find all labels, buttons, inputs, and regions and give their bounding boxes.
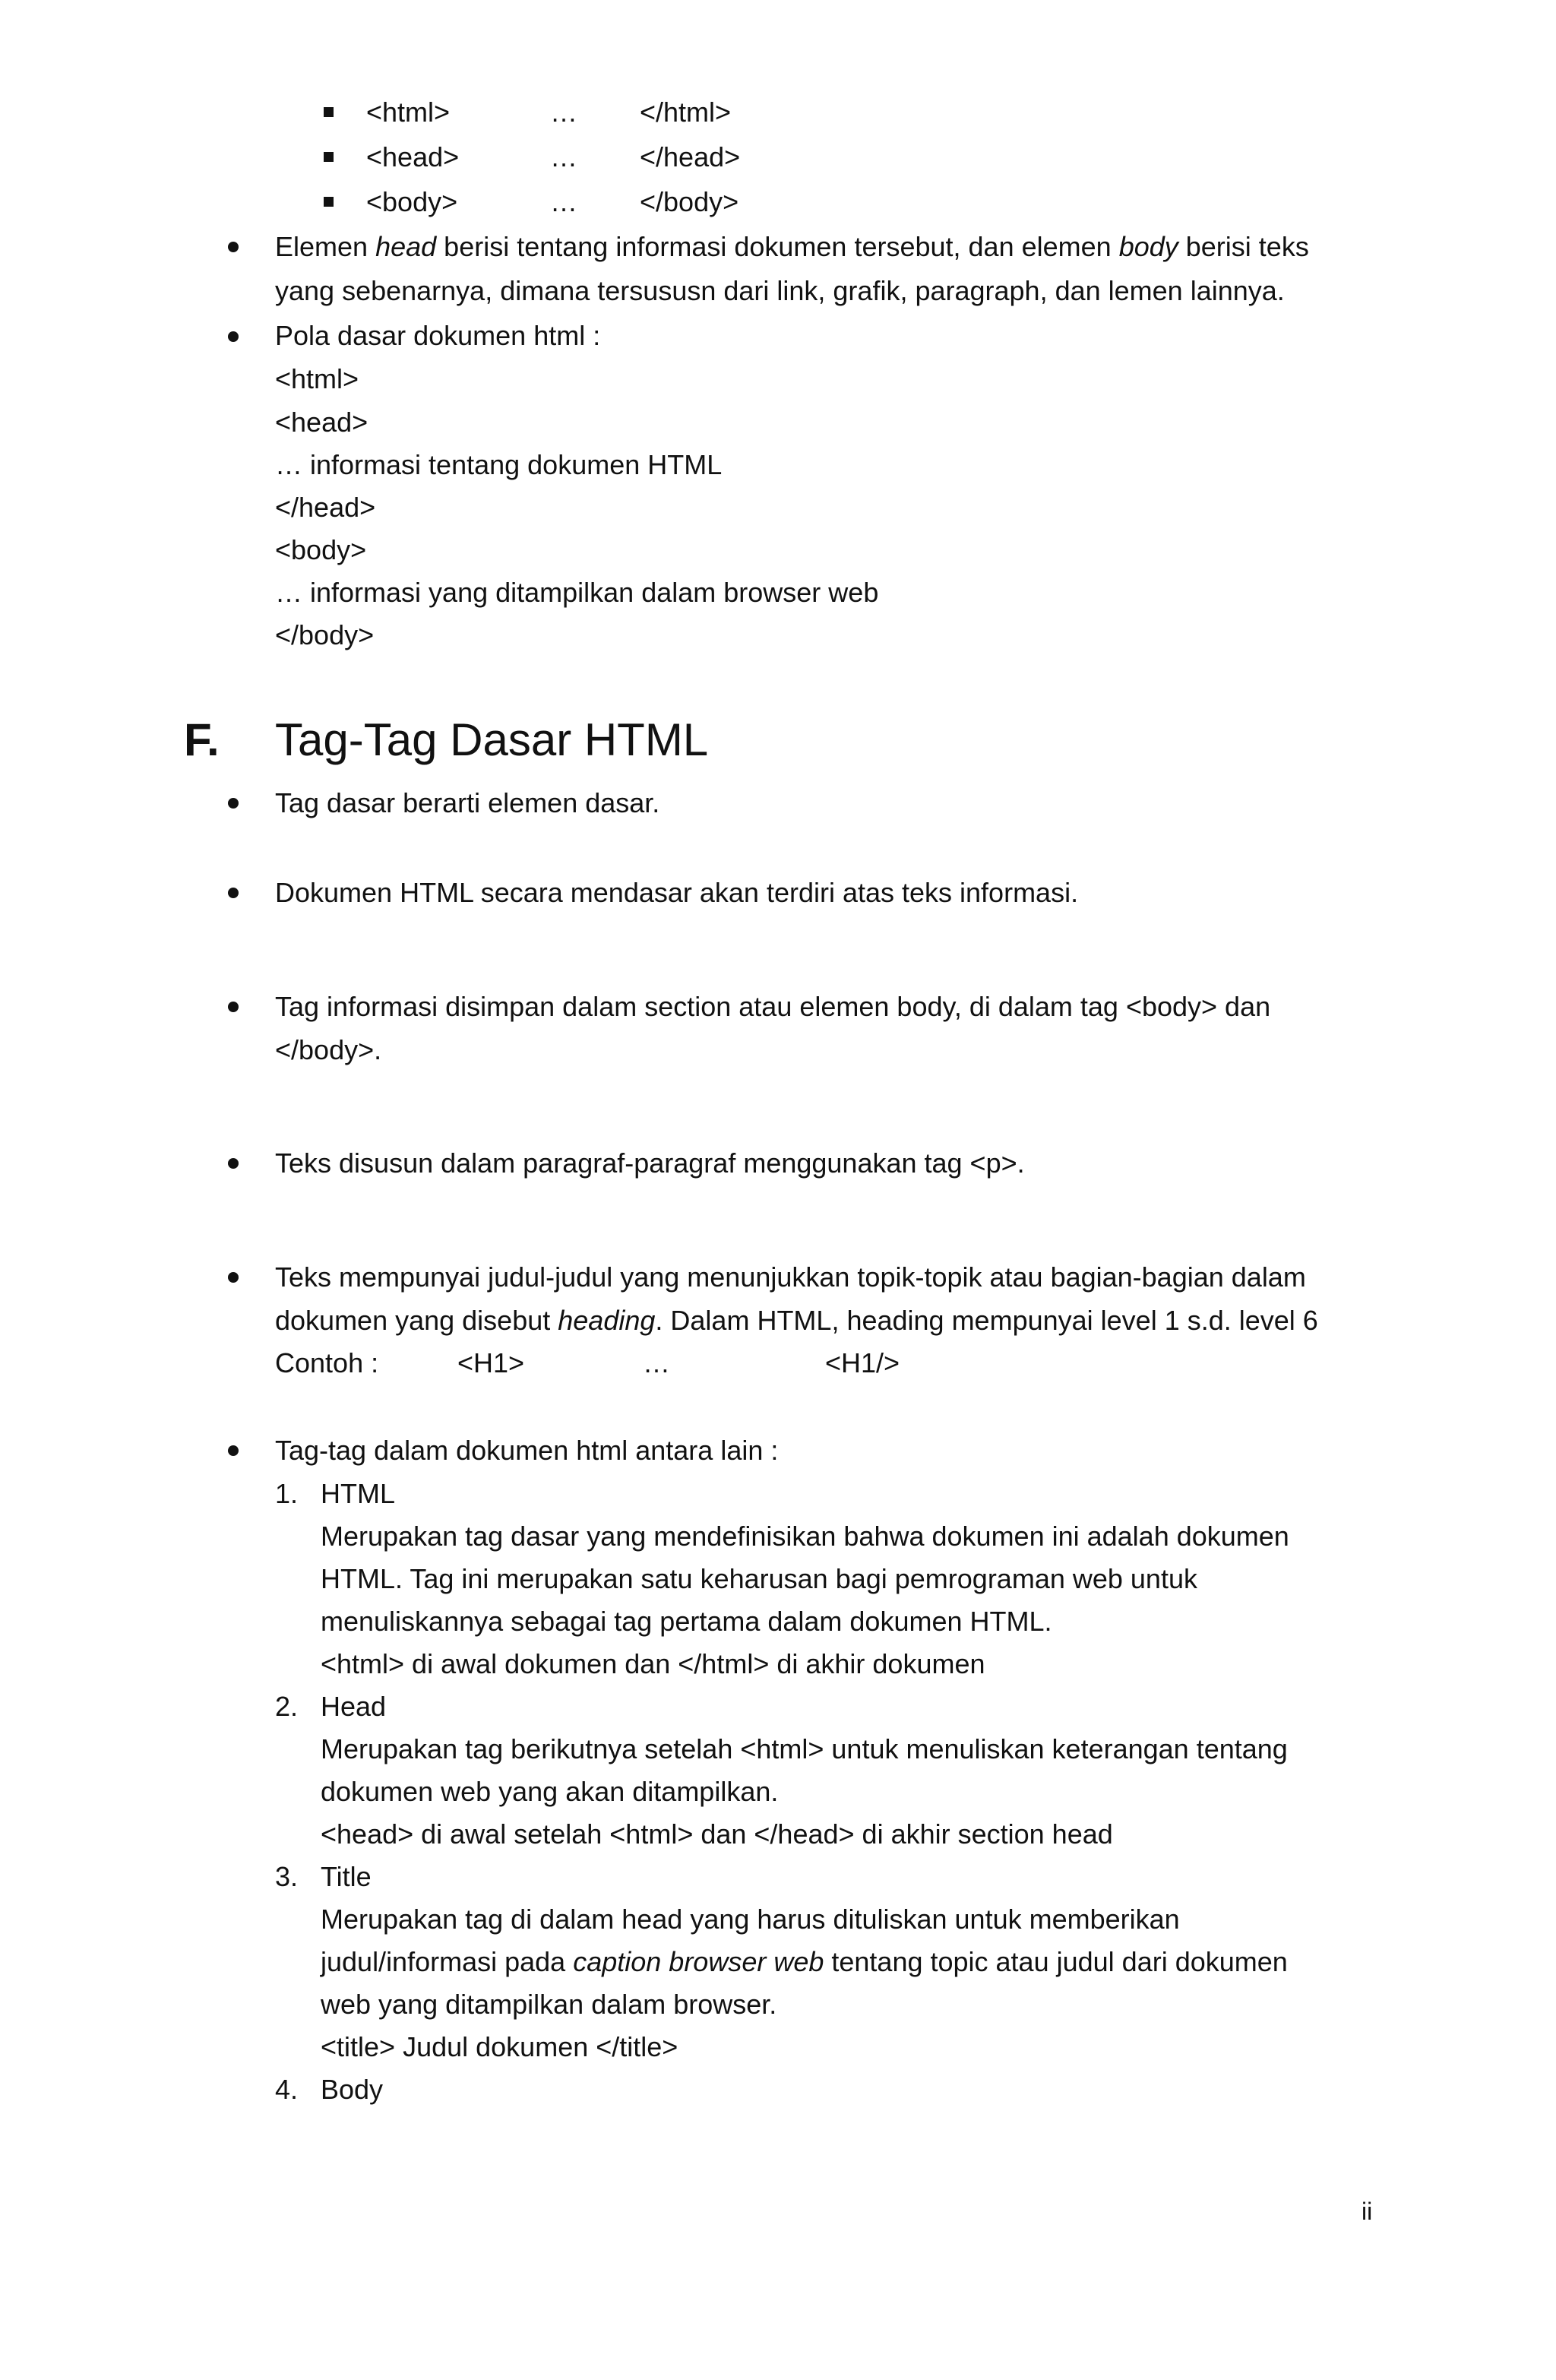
bullet-icon [228,1002,239,1012]
list-number: 3. [275,1861,299,1892]
paragraph-line: Tag dasar berarti elemen dasar. [275,787,660,818]
code-line: </head> [275,492,376,523]
section-title: Tag-Tag Dasar HTML [275,714,709,765]
paragraph-line: <html> di awal dokumen dan </html> di akhir dokumen [321,1648,985,1679]
list-ellipsis: … [550,141,577,172]
list-open-tag: <body> [366,186,458,217]
paragraph-line: HTML. Tag ini merupakan satu keharusan bagi pemrograman web untuk [321,1563,1197,1594]
paragraph-line: Teks disusun dalam paragraf-paragraf menggunakan tag <p>. [275,1147,1025,1179]
square-bullet-icon [324,152,334,162]
list-open-tag: <html> [366,97,451,128]
square-bullet-icon [324,197,334,207]
paragraph-line: dokumen yang disebut heading. Dalam HTML, heading mempunyai level 1 s.d. level 6 [275,1305,1318,1336]
bullet-icon [228,331,239,342]
bullet-icon [228,888,239,898]
example-label: Contoh : [275,1347,379,1378]
paragraph-line: <title> Judul dokumen </title> [321,2031,678,2062]
code-line: </body> [275,619,375,650]
paragraph-line: Elemen head berisi tentang informasi dokumen tersebut, dan elemen body berisi teks [275,231,1309,262]
list-item-title: Title [321,1861,372,1892]
list-open-tag: <head> [366,141,460,172]
list-number: 1. [275,1478,299,1509]
example-open-tag: <H1> [457,1347,525,1378]
paragraph-line: Merupakan tag berikutnya setelah <html> untuk menuliskan keterangan tentang [321,1733,1288,1764]
paragraph-line: Merupakan tag di dalam head yang harus dituliskan untuk memberikan [321,1904,1180,1935]
paragraph-line: dokumen web yang akan ditampilkan. [321,1776,779,1807]
list-close-tag: </head> [640,141,741,172]
section-letter: F. [184,714,220,765]
paragraph-line: Pola dasar dokumen html : [275,320,601,351]
bullet-icon [228,1272,239,1283]
paragraph-line: Tag informasi disimpan dalam section atau elemen body, di dalam tag <body> dan [275,991,1271,1022]
bullet-icon [228,242,239,252]
paragraph-line: </body>. [275,1034,382,1065]
paragraph-line: Teks mempunyai judul-judul yang menunjukkan topik-topik atau bagian-bagian dalam [275,1261,1306,1293]
example-ellipsis: … [643,1347,670,1378]
paragraph-line: judul/informasi pada caption browser web tentang topic atau judul dari dokumen [321,1946,1288,1977]
code-line: … informasi yang ditampilkan dalam browser web [275,577,879,608]
paragraph-line: menuliskannya sebagai tag pertama dalam dokumen HTML. [321,1606,1052,1637]
paragraph-line: <head> di awal setelah <html> dan </head> di akhir section head [321,1818,1113,1850]
paragraph-line: Dokumen HTML secara mendasar akan terdiri atas teks informasi. [275,877,1079,908]
square-bullet-icon [324,107,334,117]
code-line: <html> [275,363,359,394]
code-line: … informasi tentang dokumen HTML [275,449,723,480]
paragraph-line: Tag-tag dalam dokumen html antara lain : [275,1435,779,1466]
code-line: <body> [275,534,367,565]
paragraph-line: web yang ditampilkan dalam browser. [321,1989,777,2020]
bullet-icon [228,1158,239,1169]
list-number: 4. [275,2074,299,2105]
list-item-title: HTML [321,1478,395,1509]
paragraph-line: yang sebenarnya, dimana tersususn dari link, grafik, paragraph, dan lemen lainnya. [275,275,1285,306]
list-item-title: Body [321,2074,384,2105]
list-close-tag: </html> [640,97,732,128]
code-line: <head> [275,407,368,438]
bullet-icon [228,798,239,809]
list-ellipsis: … [550,97,577,128]
bullet-icon [228,1445,239,1456]
example-close-tag: <H1/> [825,1347,900,1378]
list-close-tag: </body> [640,186,739,217]
paragraph-line: Merupakan tag dasar yang mendefinisikan bahwa dokumen ini adalah dokumen [321,1521,1289,1552]
list-number: 2. [275,1691,299,1722]
page-number: ii [1362,2198,1373,2225]
list-ellipsis: … [550,186,577,217]
list-item-title: Head [321,1691,387,1722]
